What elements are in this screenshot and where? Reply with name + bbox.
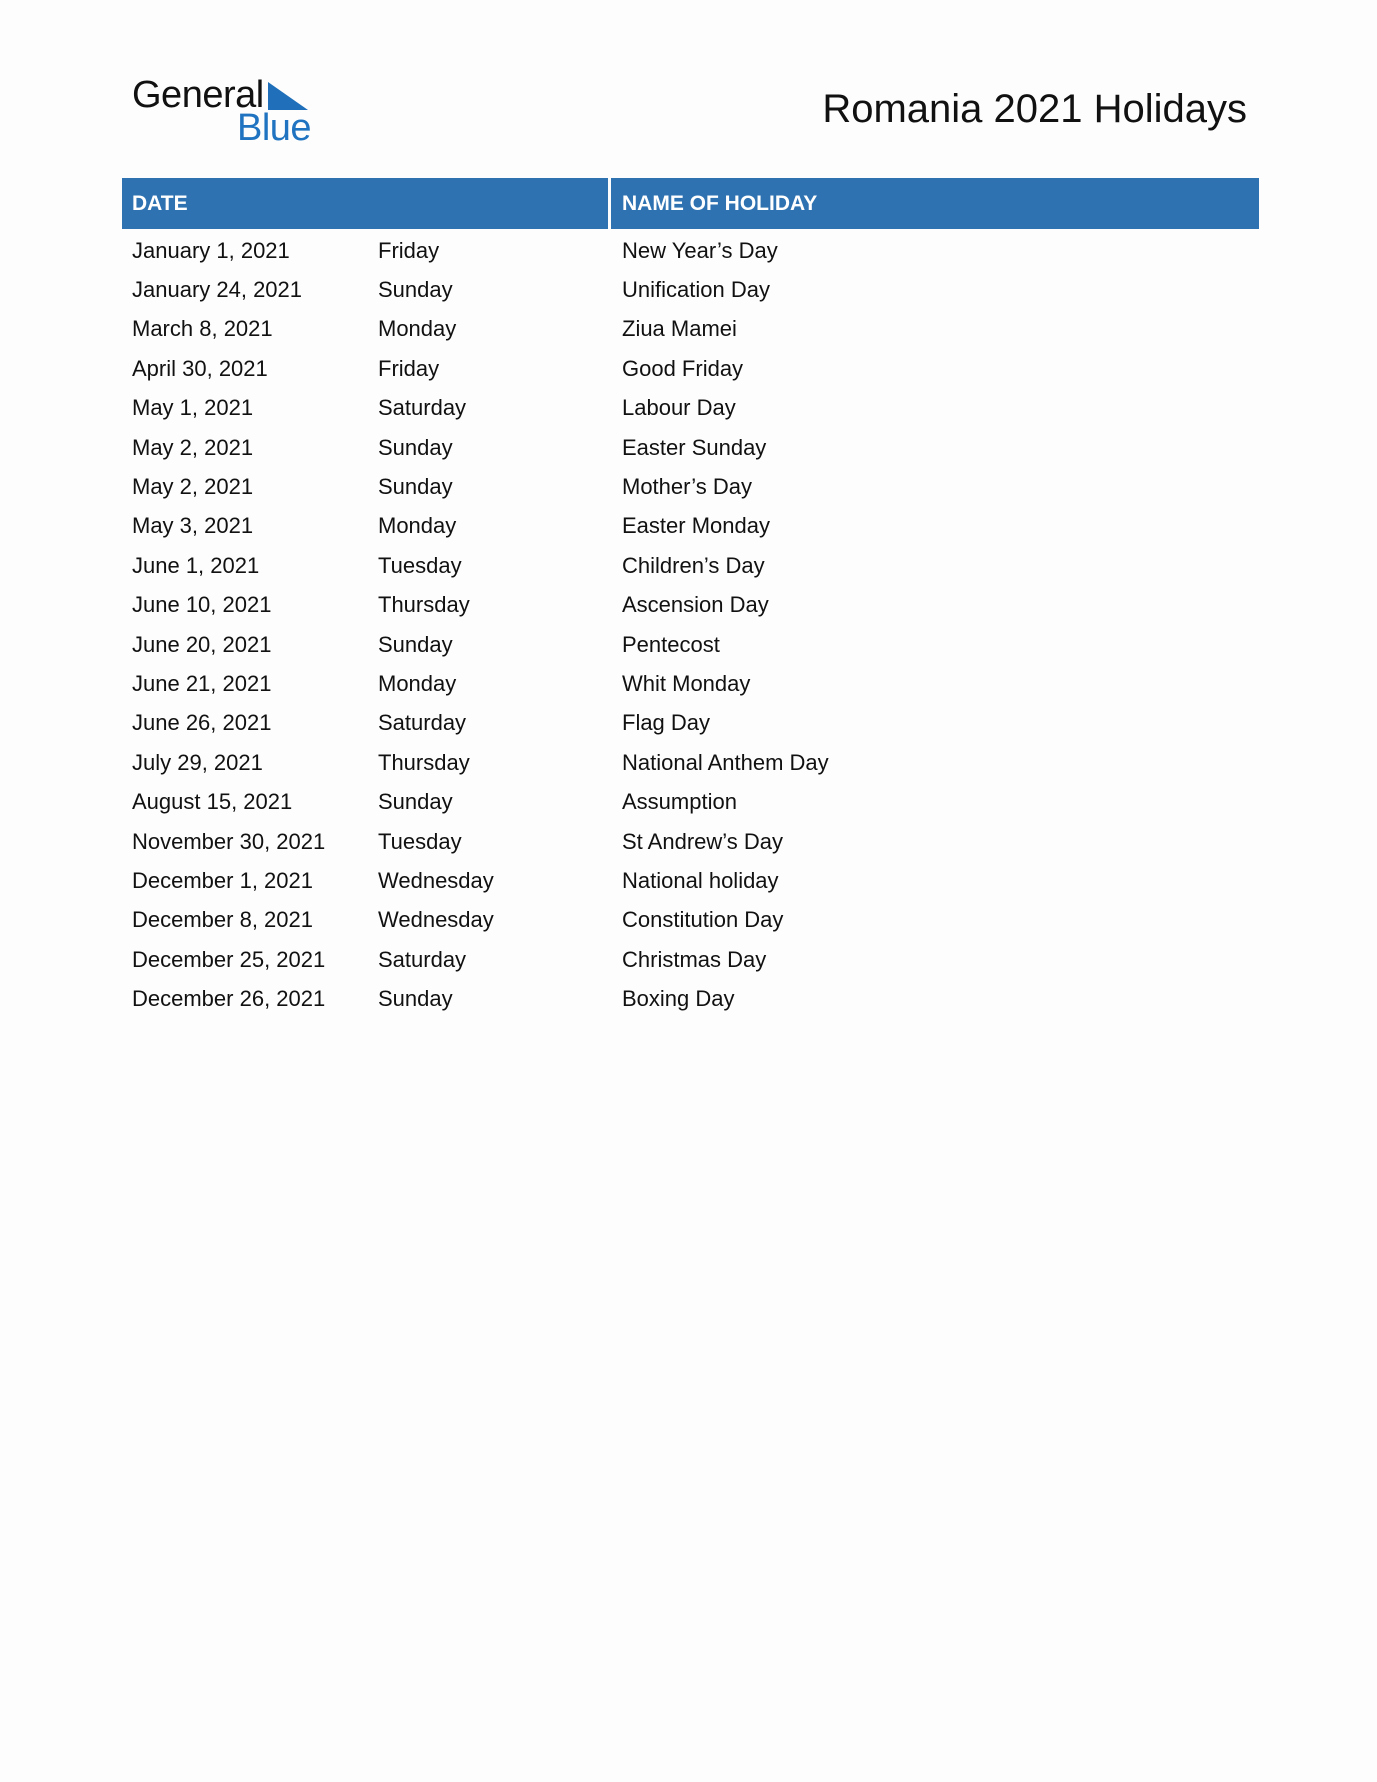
- cell-holiday-name: St Andrew’s Day: [622, 828, 784, 854]
- table-body: [122, 229, 1259, 1019]
- cell-date: December 26, 2021: [132, 986, 326, 1012]
- table-row: [122, 704, 1259, 743]
- cell-holiday-name: Easter Monday: [622, 513, 770, 539]
- cell-holiday-name: Pentecost: [622, 631, 720, 657]
- cell-holiday-name: Ascension Day: [622, 592, 769, 618]
- cell-holiday-name: Flag Day: [622, 710, 711, 736]
- table-row: [122, 310, 1259, 349]
- column-header-date: DATE: [122, 178, 608, 229]
- cell-weekday: Sunday: [378, 434, 453, 460]
- cell-weekday: Friday: [378, 237, 440, 263]
- cell-date: January 24, 2021: [132, 277, 303, 303]
- cell-holiday-name: Easter Sunday: [622, 434, 767, 460]
- triangle-icon: [268, 82, 308, 110]
- cell-weekday: Thursday: [378, 749, 470, 775]
- cell-date: May 1, 2021: [132, 395, 254, 421]
- cell-holiday-name: National Anthem Day: [622, 749, 829, 775]
- table-row: [122, 586, 1259, 625]
- page-title: Romania 2021 Holidays: [822, 87, 1247, 131]
- cell-weekday: Wednesday: [378, 907, 494, 933]
- cell-holiday-name: Mother’s Day: [622, 474, 753, 500]
- table-row: [122, 822, 1259, 861]
- column-header-holiday-name: NAME OF HOLIDAY: [611, 178, 1259, 229]
- cell-weekday: Monday: [378, 513, 457, 539]
- cell-date: January 1, 2021: [132, 237, 290, 263]
- cell-holiday-name: Boxing Day: [622, 986, 735, 1012]
- table-row: [122, 940, 1259, 979]
- cell-holiday-name: Constitution Day: [622, 907, 784, 933]
- table-row: [122, 231, 1259, 270]
- cell-date: March 8, 2021: [132, 316, 273, 342]
- cell-date: June 1, 2021: [132, 552, 260, 578]
- table-row: [122, 349, 1259, 388]
- table-header: [122, 178, 1259, 229]
- cell-weekday: Monday: [378, 670, 457, 696]
- logo-text-general: General: [132, 74, 264, 116]
- cell-date: May 2, 2021: [132, 474, 254, 500]
- cell-holiday-name: Children’s Day: [622, 552, 765, 578]
- cell-holiday-name: Assumption: [622, 789, 737, 815]
- cell-holiday-name: New Year’s Day: [622, 237, 778, 263]
- logo-text-blue: Blue: [237, 107, 312, 149]
- cell-date: June 20, 2021: [132, 631, 272, 657]
- cell-holiday-name: Whit Monday: [622, 670, 751, 696]
- table-row: [122, 546, 1259, 585]
- logo: [132, 76, 322, 152]
- cell-date: May 3, 2021: [132, 513, 254, 539]
- table-row: [122, 507, 1259, 546]
- cell-weekday: Thursday: [378, 592, 470, 618]
- cell-date: April 30, 2021: [132, 355, 268, 381]
- table-row: [122, 782, 1259, 821]
- table-row: [122, 625, 1259, 664]
- cell-date: May 2, 2021: [132, 434, 254, 460]
- cell-weekday: Sunday: [378, 986, 453, 1012]
- cell-weekday: Tuesday: [378, 828, 462, 854]
- cell-holiday-name: Christmas Day: [622, 946, 767, 972]
- cell-holiday-name: Labour Day: [622, 395, 736, 421]
- table-row: [122, 901, 1259, 940]
- table-row: [122, 743, 1259, 782]
- cell-weekday: Tuesday: [378, 552, 462, 578]
- table-row: [122, 664, 1259, 703]
- cell-date: June 26, 2021: [132, 710, 272, 736]
- cell-holiday-name: Ziua Mamei: [622, 316, 737, 342]
- cell-date: June 21, 2021: [132, 670, 272, 696]
- cell-weekday: Friday: [378, 355, 440, 381]
- cell-weekday: Saturday: [378, 710, 467, 736]
- cell-date: June 10, 2021: [132, 592, 272, 618]
- table-row: [122, 979, 1259, 1018]
- cell-weekday: Sunday: [378, 631, 453, 657]
- cell-date: December 1, 2021: [132, 867, 313, 893]
- cell-date: December 8, 2021: [132, 907, 313, 933]
- cell-date: July 29, 2021: [132, 749, 263, 775]
- cell-weekday: Monday: [378, 316, 457, 342]
- cell-date: August 15, 2021: [132, 789, 293, 815]
- cell-weekday: Saturday: [378, 946, 467, 972]
- cell-weekday: Sunday: [378, 789, 453, 815]
- table-row: [122, 467, 1259, 506]
- table-row: [122, 861, 1259, 900]
- cell-date: November 30, 2021: [132, 828, 326, 854]
- cell-weekday: Sunday: [378, 474, 453, 500]
- table-row: [122, 428, 1259, 467]
- cell-weekday: Sunday: [378, 277, 453, 303]
- cell-holiday-name: Good Friday: [622, 355, 744, 381]
- table-row: [122, 270, 1259, 309]
- holiday-table: [122, 178, 1259, 1019]
- cell-holiday-name: National holiday: [622, 867, 779, 893]
- table-row: [122, 389, 1259, 428]
- cell-weekday: Wednesday: [378, 867, 494, 893]
- cell-holiday-name: Unification Day: [622, 277, 770, 303]
- cell-weekday: Saturday: [378, 395, 467, 421]
- cell-date: December 25, 2021: [132, 946, 326, 972]
